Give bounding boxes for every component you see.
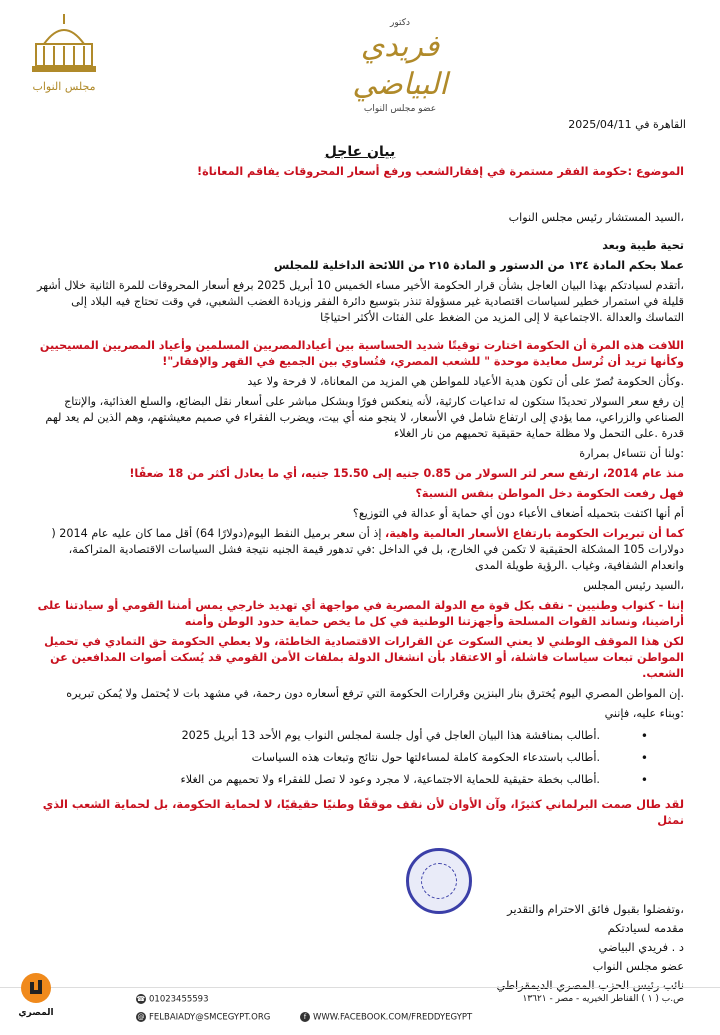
date-line: القاهرة في 2025/04/11 <box>568 118 686 131</box>
salutation-speaker: ،السيد المستشار رئيس مجلس النواب <box>508 211 684 224</box>
demands-list <box>36 728 684 788</box>
facebook-contact: f WWW.FACEBOOK.COM/FREDDYEGYPT <box>300 1012 472 1023</box>
paragraph-national-stance: إننا - كنواب وطنيين - نقف بكل قوة مع الدولة المصرية في مواجهة أي تهديد خارجي يمس أمننا القومي أو سيادتنا على أراضينا، ونساند القوات المسلحة وأجهزتنا الوطنية في كل ما يخص حماية حدود الوطن وأمنه <box>37 599 684 628</box>
email-icon: @ <box>137 1013 145 1021</box>
member-name-calligraphy: فريدي البياضي <box>352 29 448 102</box>
subject-line: الموضوع :حكومة الفقر مستمرة في إفقارالشعب ورفع أسعار المحروقات يفاقم المعاناة! <box>197 165 684 178</box>
signatory-name: د . فريدي البياضي <box>598 940 684 954</box>
legal-basis: عملا بحكم المادة ١٣٤ من الدستور و المادة ٢١٥ من اللائحة الداخلية للمجلس <box>273 259 684 272</box>
list-item: • .أطالب بخطة حقيقية للحماية الاجتماعية، لا مجرد وعود لا تصل للفقراء ولا تحميهم من الغلاء <box>180 773 648 787</box>
statement-body <box>36 164 684 838</box>
paragraph-question: :ولنا أن نتساءل بمرارة <box>579 447 684 460</box>
paragraph-diesel-price: منذ عام 2014، ارتفع سعر لتر السولار من 0.85 جنيه إلى 15.50 جنيه، أي ما يعادل أكثر من 18 ضعفًا! <box>129 467 684 480</box>
party-emblem-icon <box>18 970 54 1004</box>
member-signature-logo: دكتور فريدي البياضي عضو مجلس النواب <box>330 18 470 108</box>
closing-statement: لقد طال صمت البرلماني كثيرًا، وآن الأوان لأن نقف موقفًا وطنيًا حقيقيًا، لا لحماية الحكومة، بل لحماية الشعب الذي نمثل <box>42 797 684 827</box>
paragraph-fuel: .إن المواطن المصري اليوم يُخترق بنار البنزين وقرارات الحكومة التي ترفع أسعاره دون رحمة، في مشهد بات لا يُحتمل ولا يُمكن تبريره <box>66 687 684 700</box>
party-logo: المصري <box>14 970 58 1026</box>
email-contact: @ FELBAIADY@SMCEGYPT.ORG <box>137 1012 271 1023</box>
paragraph-economic-decisions: لكن هذا الموقف الوطني لا يعني السكوت عن القرارات الاقتصادية الخاطئة، ولا يعطي الحكومة حق التمادي في تحميل المواطن تبعات سياسات فاشلة، أو الاعتقاد بأن انشغال الدولة بملفات الأمن القومي قد يُسكت أصوات المدافعين عن الشعب. <box>44 635 684 680</box>
parliament-name: مجلس النواب <box>32 80 96 93</box>
paragraph-diesel-impact: إن رفع سعر السولار تحديدًا ستكون له تداعيات كارثية، لأنه ينعكس فورًا وبشكل مباشر على أسعار نقل البضائع، والسلع الغذائية، والإنتاج الصناعي والزراعي، مما يؤدي إلى ارتفاع شامل في الأسعار، لا ينجو منه أي بيت، ويضرب الفقراء في صميم معيشتهم، وهم الذين لم يعد لهم قدرة .على التحمل ولا مظلة حماية حقيقية تحميهم من نار الغلاء <box>45 395 684 440</box>
facebook-icon: f <box>300 1012 310 1022</box>
greeting: تحية طيبة وبعد <box>602 239 684 252</box>
phone-icon: ☎ <box>136 995 146 1003</box>
presented-to: مقدمه لسيادتكم <box>607 921 684 935</box>
paragraph-holiday-gift: .وكأن الحكومة تُصرّ على أن تكون هدية الأعياد للمواطن هي المزيد من المعاناة، لا فرحة ولا عيد <box>247 375 684 388</box>
paragraph-burden: أم أنها اكتفت بتحميله أضعاف الأعباء دون أي حماية أو عدالة في التوزيع؟ <box>352 507 684 520</box>
postal-address: ص.ب ( ١ ) القناطر الخيريه - مصر - ١٣٦٢١ <box>522 994 684 1004</box>
footer <box>0 987 720 1035</box>
paragraph-income-question: فهل رفعت الحكومة دخل المواطن بنفس النسبة؟ <box>415 487 684 500</box>
list-item: • .أطالب باستدعاء الحكومة كاملة لمساءلتها حول نتائج وتبعات هذه السياسات <box>251 751 648 765</box>
salutation-chair: ،السيد رئيس المجلس <box>583 579 684 592</box>
paragraph-intro: ،أتقدم لسيادتكم بهذا البيان العاجل بشأن قرار الحكومة الأخير مساء الخميس 10 أبريل 2025 برفع أسعار المحروقات للمرة الثانية خلال أشهر قليلة في استمرار خطير لسياسات اقتصادية غير مسؤولة تنذر بتوسيع دائرة الفقر وزيادة الغضب الشعبي، في وقت تحتاج فيه البلاد إلى التماسك والعدالة .الاجتماعية لا إلى المزيد من الضغط على الفئات الأكثر احتياجًا <box>36 279 684 324</box>
signatory-role: عضو مجلس النواب <box>592 959 684 973</box>
page-title: بيان عاجل <box>324 144 396 160</box>
signature-block <box>496 900 684 995</box>
official-stamp-icon <box>406 848 472 914</box>
list-item: • .أطالب بمناقشة هذا البيان العاجل في أول جلسة لمجلس النواب يوم الأحد 13 أبريل 2025 <box>181 729 648 743</box>
parliament-logo <box>14 10 114 108</box>
letterhead <box>0 0 720 120</box>
parliament-dome-icon <box>24 10 104 80</box>
paragraph-oil-prices: كما أن تبريرات الحكومة بارتفاع الأسعار العالمية واهية، إذ أن سعر برميل النفط اليوم(دولارًا 64) أقل مما كان عليه عام 2014 ( دولارات 105 المشكلة الحقيقية لا تكمن في الخارج، بل في الداخل :في تدهور قيمة الجنيه نتيجة فشل السياسات الاقتصادية المتراكمة، وانعدام الشفافية، وغياب .الرؤية طويلة المدى <box>51 527 684 572</box>
paragraph-timing: اللافت هذه المرة أن الحكومة اختارت توقيتًا شديد الحساسية بين أعيادالمصريين المسلمين وأعياد المصريين المسيحيين وكأنها تريد أن تُرسل معايدة موحدة " للشعب المصري، فتُساوي بين الجميع في القهر والإفقار"! <box>39 339 684 368</box>
signatory-party-role: نائب رئيس الحزب المصري الديمقراطي <box>496 978 684 992</box>
regards-line: ،وتفضلوا بقبول فائق الاحترام والتقدير <box>507 902 684 916</box>
phone-contact: ☎ 01023455593 <box>136 994 209 1005</box>
paragraph-accordingly: :وبناء عليه، فإنني <box>604 707 684 720</box>
